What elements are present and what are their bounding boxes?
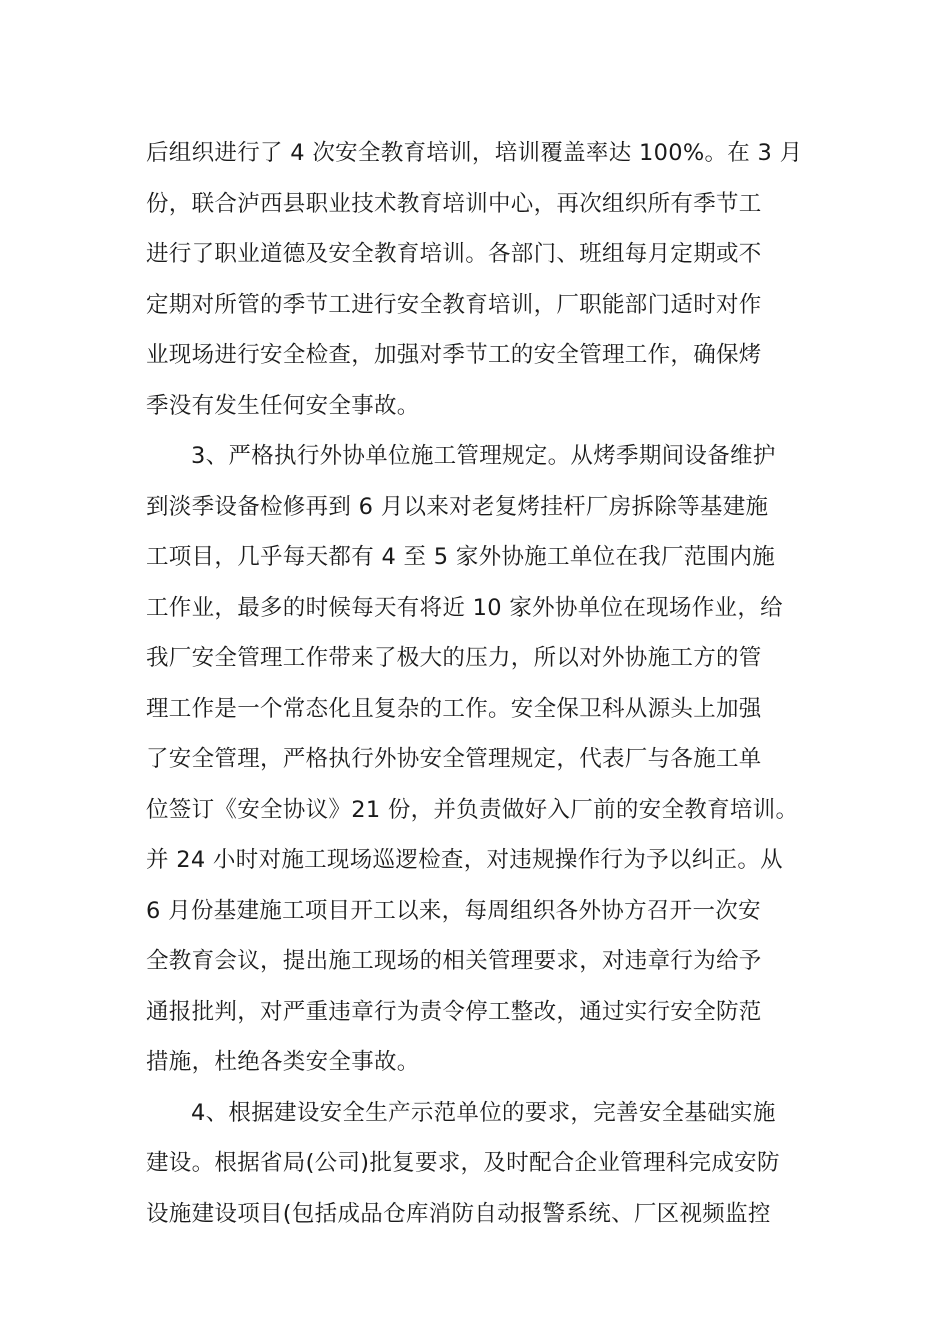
text-line: 后组织进行了 4 次安全教育培训，培训覆盖率达 100%。在 3 月 xyxy=(146,140,803,166)
text-line: 定期对所管的季节工进行安全教育培训，厂职能部门适时对作 xyxy=(146,291,762,318)
text-line: 位签订《安全协议》21 份，并负责做好入厂前的安全教育培训。 xyxy=(146,796,799,823)
text-line: 进行了职业道德及安全教育培训。各部门、班组每月定期或不 xyxy=(146,241,762,267)
text-line: 工作业，最多的时候每天有将近 10 家外协单位在现场作业，给 xyxy=(146,594,783,621)
text-line: 了安全管理，严格执行外协安全管理规定，代表厂与各施工单 xyxy=(146,746,762,772)
text-line: 全教育会议，提出施工现场的相关管理要求，对违章行为给予 xyxy=(146,948,762,974)
text-line: 我厂安全管理工作带来了极大的压力，所以对外协施工方的管 xyxy=(146,645,762,671)
text-line: 到淡季设备检修再到 6 月以来对老复烤挂杆厂房拆除等基建施 xyxy=(146,493,769,520)
text-line: 业现场进行安全检查，加强对季节工的安全管理工作，确保烤 xyxy=(146,342,762,368)
text-line: 通报批判，对严重违章行为责令停工整改，通过实行安全防范 xyxy=(146,998,762,1025)
text-line: 理工作是一个常态化且复杂的工作。安全保卫科从源头上加强 xyxy=(146,695,762,722)
text-line: 季没有发生任何安全事故。 xyxy=(146,392,420,419)
text-line: 份，联合泸西县职业技术教育培训中心，再次组织所有季节工 xyxy=(146,190,762,217)
text-line: 建设。根据省局(公司)批复要求，及时配合企业管理科完成安防 xyxy=(146,1150,780,1176)
document-body xyxy=(146,128,836,1239)
paragraph-first-line: 3、严格执行外协单位施工管理规定。从烤季期间设备维护 xyxy=(191,443,776,469)
text-line: 6 月份基建施工项目开工以来，每周组织各外协方召开一次安 xyxy=(146,897,761,924)
text-line: 并 24 小时对施工现场巡逻检查，对违规操作行为予以纠正。从 xyxy=(146,847,783,873)
text-line: 设施建设项目(包括成品仓库消防自动报警系统、厂区视频监控 xyxy=(146,1200,771,1227)
paragraph-first-line: 4、根据建设安全生产示范单位的要求，完善安全基础实施 xyxy=(191,1099,776,1126)
text-line: 工项目，几乎每天都有 4 至 5 家外协施工单位在我厂范围内施 xyxy=(146,544,776,570)
text-line: 措施，杜绝各类安全事故。 xyxy=(146,1049,420,1075)
